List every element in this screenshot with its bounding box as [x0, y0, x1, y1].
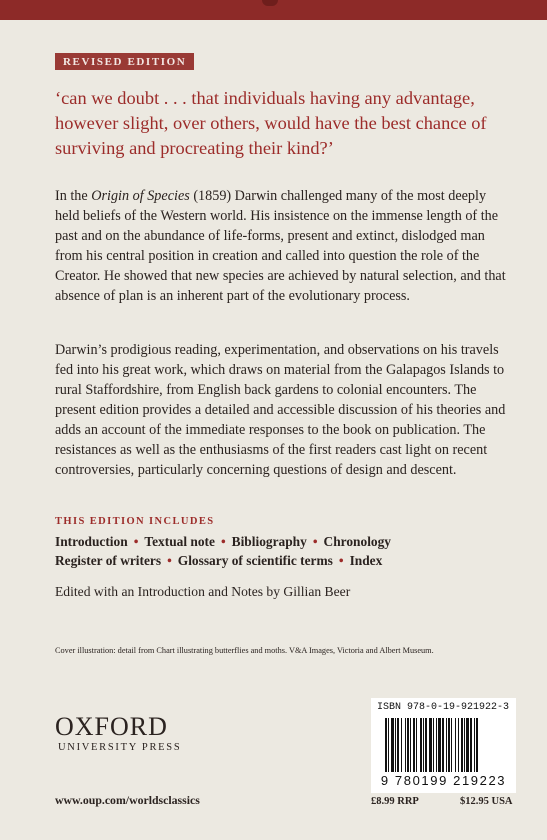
barcode-bar	[420, 718, 422, 772]
barcode-bar	[397, 718, 399, 772]
barcode-bar	[405, 718, 406, 772]
barcode-bar	[474, 718, 475, 772]
isbn-text: ISBN 978-0-19-921922-3	[377, 702, 510, 713]
barcode-bar	[407, 718, 409, 772]
price-us: $12.95 USA	[460, 796, 513, 807]
barcode-bar	[388, 718, 389, 772]
barcode-bar	[451, 718, 452, 772]
includes-item: Register of writers	[55, 553, 162, 568]
barcode-bar	[401, 718, 402, 772]
includes-item: Introduction	[55, 534, 128, 549]
barcode-bar	[416, 718, 417, 772]
bullet-separator: •	[133, 534, 139, 549]
barcode-bar	[429, 718, 432, 772]
bullet-separator: •	[338, 553, 344, 568]
bullet-separator: •	[312, 534, 318, 549]
barcode-bar	[413, 718, 415, 772]
barcode-bar	[385, 718, 387, 772]
barcode-bar	[425, 718, 427, 772]
edition-label: REVISED EDITION	[55, 53, 194, 70]
includes-item: Index	[349, 553, 383, 568]
pull-quote: ‘can we doubt . . . that individuals having any advantage, however slight, over others, would have the best chance of surviving and procreating their kind?’	[55, 88, 487, 158]
barcode-bar	[423, 718, 424, 772]
includes-item: Glossary of scientific terms	[177, 553, 333, 568]
barcode-bar	[438, 718, 441, 772]
barcode-bar	[410, 718, 411, 772]
barcode-bar	[476, 718, 478, 772]
book-title-italic: Origin of Species	[91, 188, 190, 204]
description-text: (1859) Darwin challenged many of the most deeply held beliefs of the Western world. His insistence on the immense length of the past and on the abundance of life-forms, present and extinct, dislodged man from his central position in creation and called into question the role of the Creator. He showed that new species are achieved by natural selection, and that absence of plan is an inherent part of the evolutionary process.	[55, 188, 506, 304]
barcode-bar	[455, 718, 456, 772]
bullet-separator: •	[167, 553, 172, 568]
barcode-bar	[446, 718, 447, 772]
includes-item: Textual note	[144, 534, 215, 549]
barcode-bar	[461, 718, 463, 772]
barcode-bars	[385, 718, 502, 772]
barcode-bar	[442, 718, 444, 772]
includes-line-1	[55, 534, 391, 550]
barcode-bar	[448, 718, 450, 772]
publisher-logo-subtitle: UNIVERSITY PRESS	[58, 742, 182, 753]
barcode-bar	[391, 718, 394, 772]
cover-illustration-credit: Cover illustration: detail from Chart illustrating butterflies and moths. V&A Images, Victoria and Albert Museum.	[55, 646, 434, 655]
barcode-bar	[464, 718, 465, 772]
includes-item: Bibliography	[231, 534, 307, 549]
publisher-url[interactable]: www.oup.com/worldsclassics	[55, 793, 200, 807]
barcode-bar	[395, 718, 396, 772]
barcode-bar	[458, 718, 459, 772]
includes-item: Chronology	[323, 534, 391, 549]
includes-line-2	[55, 553, 382, 569]
barcode-bar	[433, 718, 434, 772]
description-paragraph-2: Darwin’s prodigious reading, experimentation, and observations on his travels fed into his great work, which draws on material from the Galapagos Islands to rural Staffordshire, from English back gardens to colonial encounters. The present edition provides a detailed and accessible discussion of his theories and adds an account of the immediate responses to the book on publication. The resistances as well as the enthusiasms of the first readers cast light on recent controversies, particularly concerning questions of design and descent.	[55, 342, 506, 478]
barcode-bar	[466, 718, 469, 772]
includes-heading: THIS EDITION INCLUDES	[55, 516, 215, 527]
publisher-logo: OXFORD	[55, 712, 168, 741]
price-uk: £8.99 RRP	[371, 796, 419, 807]
barcode-digits: 9 780199 219223	[380, 773, 507, 788]
barcode	[371, 698, 516, 793]
editor-credit: Edited with an Introduction and Notes by Gillian Beer	[55, 584, 351, 599]
bullet-separator: •	[220, 534, 226, 549]
barcode-bar	[470, 718, 472, 772]
description-text: In the	[55, 188, 92, 204]
barcode-bar	[436, 718, 437, 772]
description-paragraph-1	[55, 186, 510, 306]
